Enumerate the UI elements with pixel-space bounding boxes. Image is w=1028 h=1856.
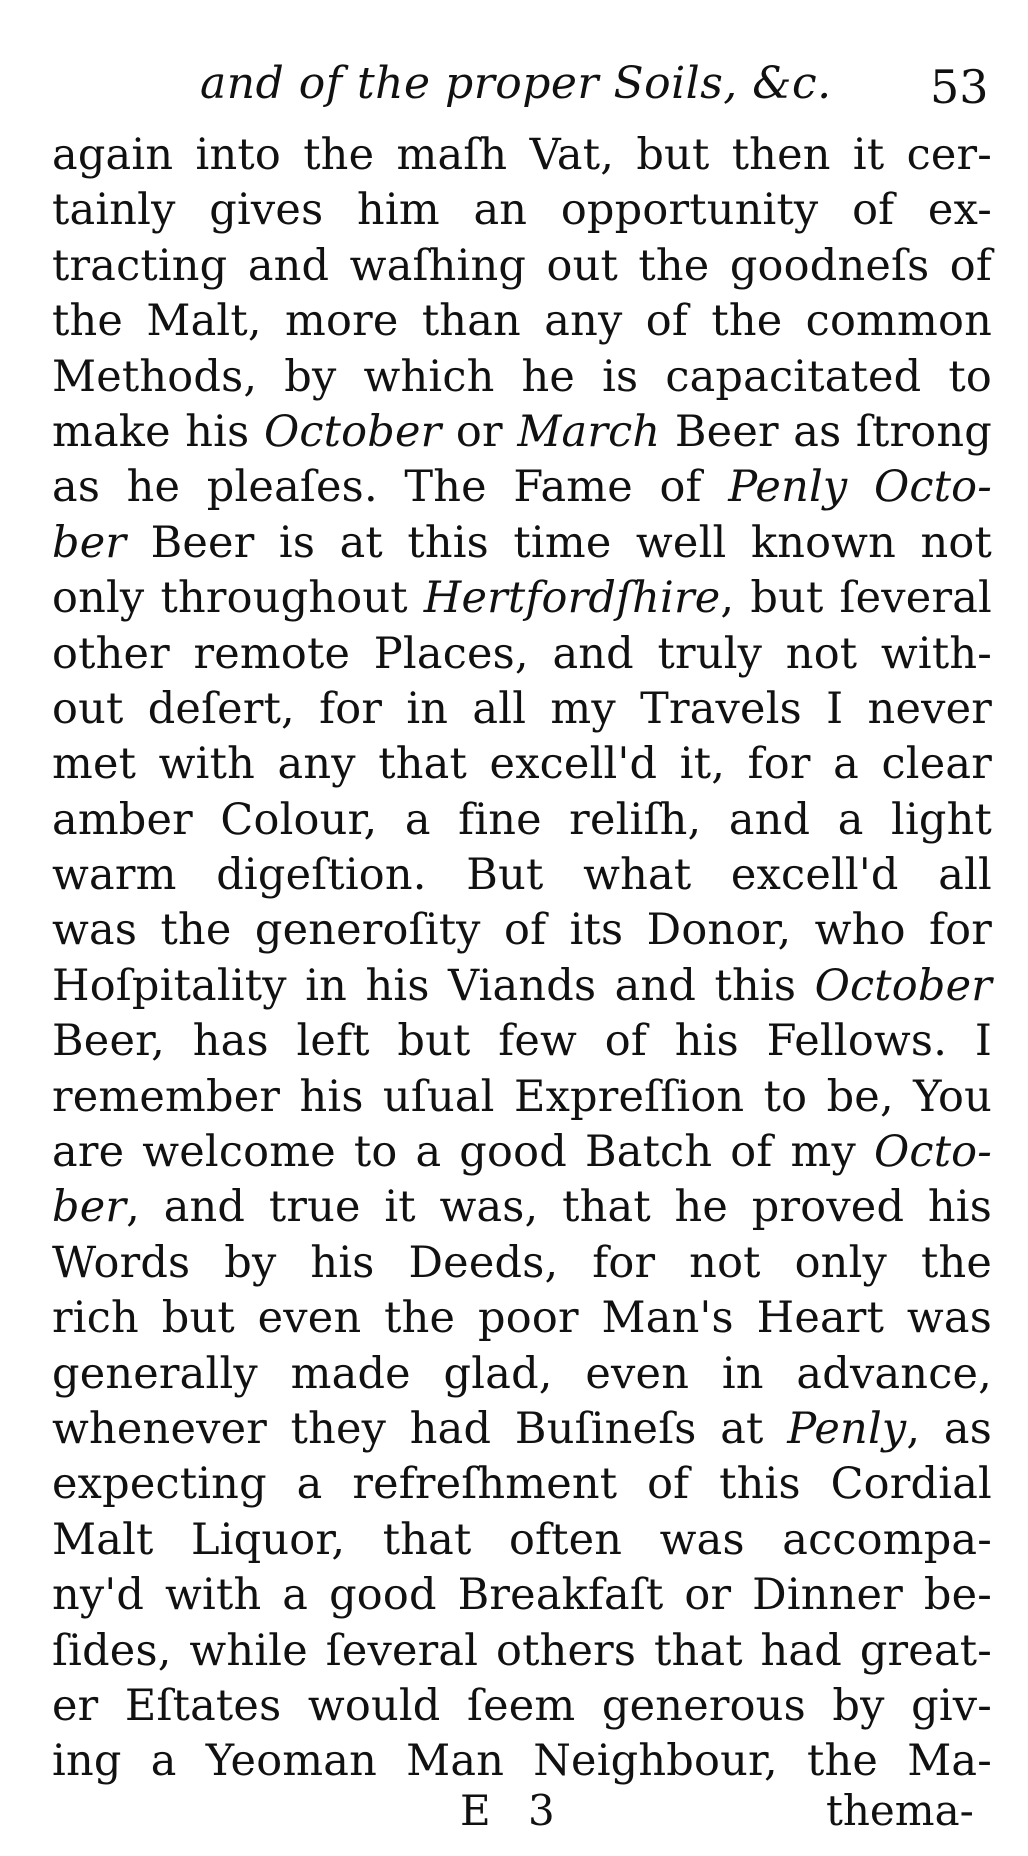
text-line — [52, 239, 992, 294]
running-head — [200, 58, 900, 118]
text-run: Beer is at this time well known not — [126, 517, 992, 568]
text-line — [52, 848, 992, 903]
text-line — [52, 627, 992, 682]
text-run: Beer as ſtrong — [660, 406, 992, 457]
italic-run: Hertfordſhire — [423, 573, 721, 624]
text-line — [52, 128, 992, 183]
text-run: Methods, by which he is capacitated to — [52, 351, 992, 402]
text-run: or — [441, 406, 518, 457]
text-line — [52, 1014, 992, 1069]
text-run: was the generoſity of its Donor, who for — [52, 905, 992, 956]
text-line — [52, 183, 992, 238]
italic-run: Penly Octo- — [728, 462, 992, 513]
text-line — [52, 1513, 992, 1568]
running-title: and of the proper Soils, &c. — [200, 58, 832, 109]
page-number: 53 — [930, 60, 989, 114]
text-line — [52, 1734, 992, 1789]
text-run: , as — [906, 1403, 993, 1454]
text-line — [52, 1125, 992, 1180]
catchword: thema- — [826, 1786, 974, 1835]
text-line — [52, 793, 992, 848]
body-text — [52, 128, 992, 1790]
signature-mark: E 3 — [460, 1786, 567, 1835]
text-run: amber Colour, a fine reliſh, and a light — [52, 794, 992, 845]
italic-run: October — [263, 406, 442, 457]
text-line — [52, 1568, 992, 1623]
italic-run: March — [517, 406, 661, 457]
text-run: again into the maſh Vat, but then it cer- — [52, 130, 992, 180]
text-line — [52, 460, 992, 515]
text-run: Words by his Deeds, for not only the — [52, 1237, 992, 1288]
text-run: tainly gives him an opportunity of ex- — [52, 185, 992, 236]
text-line — [52, 1402, 992, 1457]
text-run: whenever they had Buſineſs at — [52, 1403, 788, 1454]
text-line — [52, 1624, 992, 1679]
text-run: Beer, has left but few of his Fellows. I — [52, 1016, 992, 1067]
text-run: warm digeſtion. But what excell'd all — [52, 850, 992, 901]
text-run: the Malt, more than any of the common — [52, 296, 992, 347]
text-line — [52, 1236, 992, 1291]
text-line — [52, 350, 992, 405]
text-line — [52, 1291, 992, 1346]
text-line — [52, 682, 992, 737]
text-run: out deſert, for in all my Travels I never — [52, 683, 992, 734]
text-run: rich but even the poor Man's Heart was — [52, 1293, 992, 1344]
text-run: make his — [52, 406, 264, 457]
text-run: other remote Places, and truly not with- — [52, 628, 992, 679]
text-run: are welcome to a good Batch of my — [52, 1127, 874, 1178]
italic-run: ber — [52, 1182, 127, 1233]
text-run: tracting and waſhing out the goodneſs of — [52, 240, 992, 291]
italic-run: Octo- — [873, 1127, 992, 1178]
italic-run: October — [814, 960, 992, 1011]
text-run: expecting a refreſhment of this Cordial — [52, 1459, 992, 1510]
text-run: remember his uſual Expreſſion to be, You — [52, 1071, 992, 1122]
text-line — [52, 516, 992, 571]
text-line — [52, 1347, 992, 1402]
text-run: ny'd with a good Breakfaſt or Dinner be- — [52, 1570, 992, 1621]
text-run: er Eſtates would ſeem generous by giv- — [52, 1680, 992, 1731]
text-run: , but ſeveral — [720, 573, 992, 624]
text-line — [52, 959, 992, 1014]
text-run: generally made glad, even in advance, — [52, 1348, 992, 1399]
text-run: ing a Yeoman Man Neighbour, the Ma- — [52, 1736, 992, 1787]
text-run: met with any that excell'd it, for a clear — [52, 739, 992, 790]
text-line — [52, 1457, 992, 1512]
italic-run: Penly — [787, 1403, 907, 1454]
text-line — [52, 1070, 992, 1125]
text-run: only throughout — [52, 573, 424, 624]
text-line — [52, 294, 992, 349]
text-run: Hoſpitality in his Viands and this — [52, 960, 815, 1011]
text-run: , and true it was, that he proved his — [126, 1182, 992, 1233]
text-line — [52, 737, 992, 792]
text-run: Malt Liquor, that often was accompa- — [52, 1514, 992, 1565]
text-line — [52, 405, 992, 460]
text-line — [52, 903, 992, 958]
italic-run: ber — [52, 517, 127, 568]
text-run: as he pleaſes. The Fame of — [52, 462, 729, 513]
text-run: ſides, while ſeveral others that had great- — [52, 1625, 992, 1676]
text-line — [52, 1180, 992, 1235]
text-line — [52, 571, 992, 626]
text-line — [52, 1679, 992, 1734]
